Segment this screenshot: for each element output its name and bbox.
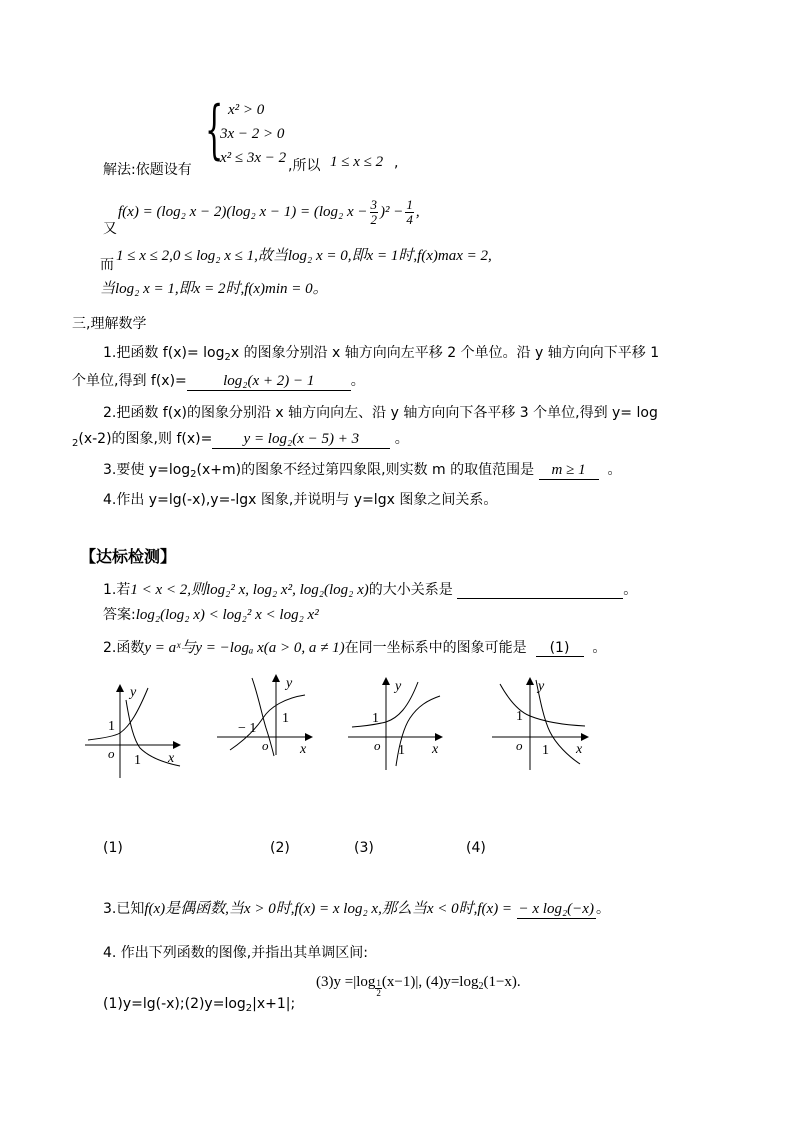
graph-label-4: (4) [466, 840, 486, 856]
fx-left: f(x) = (log₂ x − 2)(log₂ x − 1) = (log₂ x − [118, 204, 368, 220]
graph-4-y-label: y [538, 679, 545, 694]
s3-q2-answer: y = log₂(x − 5) + 3 [212, 431, 390, 449]
graph-1-exp-curve [88, 688, 148, 740]
while-label: 而 [100, 257, 114, 273]
s3-q1-answer: log₂(x + 2) − 1 [187, 373, 351, 391]
graph-3-y-label: y [395, 679, 402, 694]
fx-frac-3-2: $\frac{3}{2}$ [370, 197, 378, 227]
graph-4-one-x: 1 [542, 743, 549, 758]
fx-frac-1-4: $\frac{1}{4}$ [406, 197, 413, 227]
graph-2-y-label: y [286, 676, 293, 691]
graph-2-x-label: x [300, 742, 307, 757]
s3-q3: 3.要使 $y=\log_2(x+m)$的图象不经过第四象限,则实数 m 的取值范围是 m ≥ 1 。 [103, 462, 622, 480]
solution-line-4: 当log₂ x = 1,即x = 2时,f(x)min = 0。 [100, 281, 328, 297]
graph-3-one-y: 1 [372, 711, 379, 726]
graph-label-3: (3) [354, 840, 374, 856]
graph-4-x-label: x [576, 742, 583, 757]
graph-1-x-label: x [168, 751, 175, 766]
check-title: 【达标检测】 [80, 547, 177, 566]
check-q1: 1.若1 < x < 2,则log₂² x, log₂ x², log₂(log₂ x)的大小关系是 。 [103, 582, 638, 598]
fx-end: , [415, 204, 420, 220]
graph-4 [492, 678, 588, 770]
graph-3 [348, 678, 442, 770]
graph-4-origin: o [516, 738, 523, 753]
graph-3-origin: o [374, 738, 381, 753]
system-brace: { [205, 93, 224, 167]
check-q2: 2.函数y = aˣ与y = −logₐ x(a > 0, a ≠ 1)在同一坐标系中的图象可能是 (1) 。 [103, 640, 607, 656]
system-line-3: x² ≤ 3x − 2 [220, 150, 287, 166]
graph-label-1: (1) [103, 840, 123, 856]
check-q1-blank [457, 582, 623, 599]
graph-2-one-y: 1 [282, 711, 289, 726]
so-end: , [394, 155, 399, 171]
graph-label-2: (2) [270, 840, 290, 856]
solution-line-3: 1 ≤ x ≤ 2,0 ≤ log₂ x ≤ 1,故当log₂ x = 0,即x = 1时,f(x)max = 2, [116, 248, 492, 264]
graph-3-x-label: x [432, 742, 439, 757]
graph-2-origin: o [262, 738, 269, 753]
fx-formula [118, 198, 420, 227]
section3-title: 三,理解数学 [72, 316, 147, 332]
graph-4-one-y: 1 [516, 709, 523, 724]
graph-2-minus-one: − 1 [238, 721, 257, 736]
fx-mid: )² − [380, 204, 404, 220]
so-text: ,所以 [288, 158, 321, 174]
s3-q3-answer: m ≥ 1 [539, 462, 599, 480]
check-q3-answer: − x log₂(−x) [518, 901, 594, 917]
also-label: 又 [103, 221, 117, 237]
graph-1-y-label: y [130, 685, 137, 700]
graph-1-one-y: 1 [108, 719, 115, 734]
s3-q2-line1: 2.把函数 f(x)的图象分别沿 x 轴方向向左、沿 y 轴方向向下各平移 3 个单位,得到 y= log [103, 405, 658, 421]
check-q1-answer-row: 答案:log₂(log₂ x) < log₂² x < log₂ x² [103, 607, 319, 623]
s3-q1-line2: 个单位,得到 f(x)= log₂(x + 2) − 1 。 [72, 373, 365, 389]
system-line-2: 3x − 2 > 0 [220, 126, 285, 142]
graph-1-one-x: 1 [134, 753, 141, 768]
s3-q1-line1: 1.把函数 $f(x)= \log_2x$ 的图象分别沿 x 轴方向向左平移 2 个单位。沿 y 轴方向向下平移 1 [103, 345, 660, 363]
q4-half-base: $\frac{1}{2}$ [376, 978, 381, 998]
graph-1 [85, 685, 180, 778]
graph-2 [217, 675, 312, 757]
check-q4-items-12: $(1)y=\lg(-x);(2)y=\log_2|x+1|$; [103, 996, 296, 1014]
check-q4: 4. 作出下列函数的图像,并指出其单调区间: [103, 945, 368, 961]
solution-label: 解法:依题设有 [103, 162, 192, 178]
graph-1-origin: o [108, 746, 115, 761]
check-q2-answer: (1) [536, 640, 584, 657]
check-q3: 3.已知f(x)是偶函数,当x > 0时,f(x) = x log₂ x,那么当x < 0时,f(x) = − x log₂(−x) 。 [103, 901, 610, 917]
check-q4-items-34: (3)y =|log $\frac{1}{2}$ (x−1)|, $(4)y=\log_2(1-x)$. [316, 974, 521, 998]
system-line-1: x² > 0 [228, 102, 265, 118]
check-q1-answer: log₂(log₂ x) < log₂² x < log₂ x² [135, 607, 319, 623]
s3-q4: 4.作出 y=lg(-x),y=-lgx 图象,并说明与 y=lgx 图象之间关系。 [103, 492, 498, 508]
s3-q2-line2: $_2$(x-2)的图象,则 f(x)= y = log₂(x − 5) + 3 。 [72, 431, 409, 449]
so-range: 1 ≤ x ≤ 2 [330, 154, 384, 170]
graph-3-one-x: 1 [398, 743, 405, 758]
option-graphs [0, 660, 794, 780]
